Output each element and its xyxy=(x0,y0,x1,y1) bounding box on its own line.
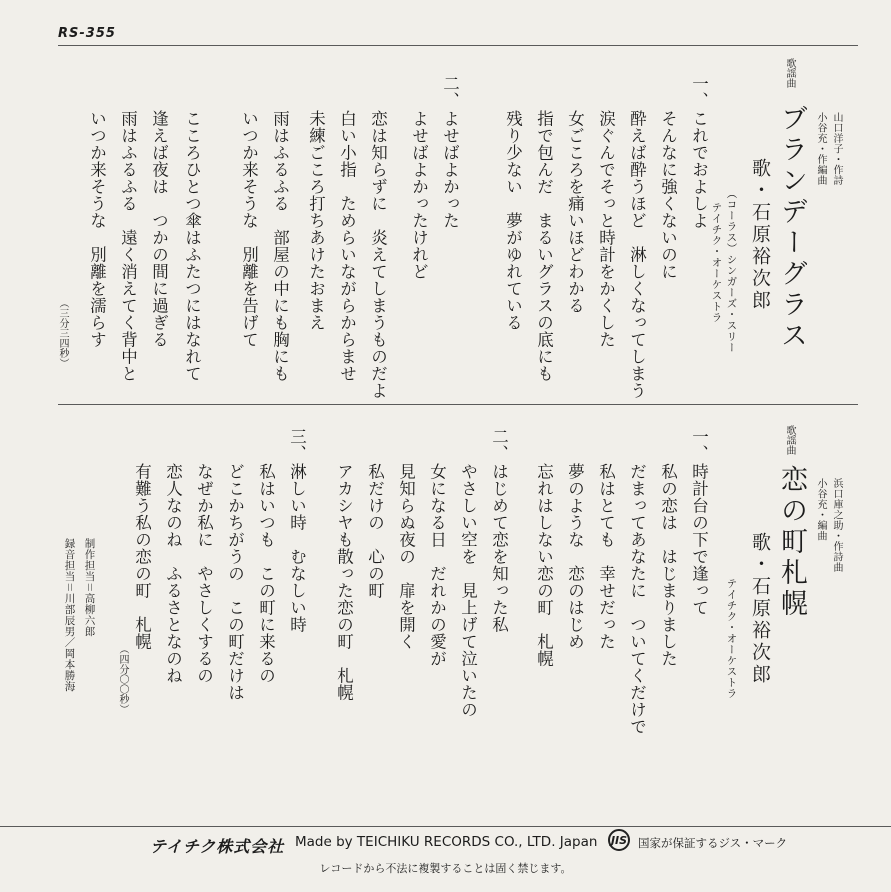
song2-verse2-line2: やさしい空を 見上げて泣いたの xyxy=(458,463,478,718)
song2-singer: 歌・石原裕次郎 xyxy=(749,532,771,686)
song2-verse3-line1: 淋しい時 むなしい時 xyxy=(287,463,307,633)
song2-verse2-number: 二、 xyxy=(489,428,509,461)
song1-verse2-number: 二、 xyxy=(440,75,460,108)
song1-singer: 歌・石原裕次郎 xyxy=(749,158,771,312)
song2-credit-music: 小谷充・編曲 xyxy=(815,478,826,541)
song1-duration: （三分三四秒） xyxy=(57,298,68,368)
song1-verse2-line11: いつか来そうな 別離を濡らす xyxy=(87,110,107,348)
jis-mark-icon: JIS xyxy=(608,829,630,851)
song2-verse1-line2: 私の恋は はじまりました xyxy=(658,463,678,667)
song1-verse1-line7: 残り少ない 夢がゆれている xyxy=(503,110,523,331)
top-rule xyxy=(58,45,858,46)
catalog-number: RS-355 xyxy=(58,26,116,41)
song1-verse2-line10: 雨はふるふる 遠く消えてく背中と xyxy=(118,110,138,382)
song2-title: 恋の町札幌 xyxy=(776,465,807,620)
song1-credit-music: 小谷充・作編曲 xyxy=(815,112,826,186)
song1-verse2-line3: 恋は知らずに 炎えてしまうものだよ xyxy=(368,110,388,399)
song2-verse2-line1: はじめて恋を知った私 xyxy=(489,463,509,633)
footer xyxy=(0,826,891,892)
song1-verse1-line4: 涙ぐんでそっと時計をかくした xyxy=(596,110,616,348)
song2-verse1-line1: 時計台の下で逢って xyxy=(689,463,709,616)
song2-genre: 歌謡曲 xyxy=(784,425,795,455)
song2-verse3-line5: 恋人なのね ふるさとなのね xyxy=(163,463,183,684)
song1-verse2-line6: 雨はふるふる 部屋の中にも胸にも xyxy=(270,110,290,382)
song1-verse2-line9: 逢えば夜は つかの間に過ぎる xyxy=(149,110,169,348)
song2-verse3-line6: 有難う私の恋の町 札幌 xyxy=(132,463,152,650)
song1-orchestra: テイチク・オーケストラ xyxy=(710,202,723,323)
song1-title: ブランデーグラス xyxy=(776,104,807,352)
copy-warning: レコードから不法に複製することは固く禁じます。 xyxy=(319,862,572,875)
song2-verse1-line4: 私はとても 幸せだった xyxy=(596,463,616,650)
song1-verse1-number: 一、 xyxy=(689,75,709,108)
song2-verse3-line2: 私はいつも この町に来るの xyxy=(256,463,276,684)
song2-verse1-line5: 夢のような 恋のはじめ xyxy=(565,463,585,650)
middle-rule xyxy=(58,404,858,405)
song2-orchestra: テイチク・オーケストラ xyxy=(725,578,738,699)
song1-credit-lyrics: 山口洋子・作詩 xyxy=(831,112,842,186)
song2-verse1-line3: だまってあなたに ついてくだけで xyxy=(627,463,647,735)
song1-verse1-line1: これでおよしよ xyxy=(689,110,709,229)
teichiku-logo: テイチク株式会社 xyxy=(150,837,285,856)
recording-staff: 録音担当＝川部辰男／岡本勝海 xyxy=(63,538,76,692)
song2-verse3-line4: なぜか私に やさしくするの xyxy=(194,463,214,684)
song2-verse2-line4: 見知らぬ夜の 扉を開く xyxy=(396,463,416,650)
song1-verse1-line2: そんなに強くないのに xyxy=(658,110,678,280)
song1-verse1-line5: 女ごころを痛いほどわかる xyxy=(565,110,585,314)
song2-duration: （四分〇〇秒） xyxy=(117,644,128,714)
song2-verse1-line6: 忘れはしない恋の町 札幌 xyxy=(534,463,554,667)
song1-verse2-line1: よせばよかった xyxy=(440,110,460,229)
song1-verse1-line3: 酔えば酔うほど 淋しくなってしまう xyxy=(627,110,647,399)
song2-verse2-line5: 私だけの 心の町 xyxy=(365,463,385,599)
song2-verse3-number: 三、 xyxy=(287,428,307,461)
song1-genre: 歌謡曲 xyxy=(784,58,795,88)
song1-verse2-line7: いつか来そうな 別離を告げて xyxy=(239,110,259,348)
song1-verse2-line8: こころひとつ傘はふたつにはなれて xyxy=(182,110,202,382)
made-by-text: Made by TEICHIKU RECORDS CO., LTD. Japan xyxy=(295,834,598,850)
song2-verse2-line6: アカシヤも散った恋の町 札幌 xyxy=(334,463,354,701)
song1-chorus: （コーラス）シンガーズ・スリー xyxy=(725,188,738,353)
production-staff: 制作担当＝高柳六郎 xyxy=(83,538,96,637)
song1-verse2-line2: よせばよかったけれど xyxy=(409,110,429,280)
jis-mark-note: 国家が保証するジス・マーク xyxy=(638,836,788,850)
song1-verse2-line4: 白い小指 ためらいながらからませ xyxy=(337,110,357,382)
song2-verse3-line3: どこかちがうの この町だけは xyxy=(225,463,245,701)
song2-verse2-line3: 女になる日 だれかの愛が xyxy=(427,463,447,667)
song1-verse1-line6: 指で包んだ まるいグラスの底にも xyxy=(534,110,554,382)
song2-verse1-number: 一、 xyxy=(689,428,709,461)
song1-verse2-line5: 未練ごころ打ちあけたおまえ xyxy=(306,110,326,331)
song2-credit-lyrics: 浜口庫之助・作詩曲 xyxy=(831,478,842,573)
